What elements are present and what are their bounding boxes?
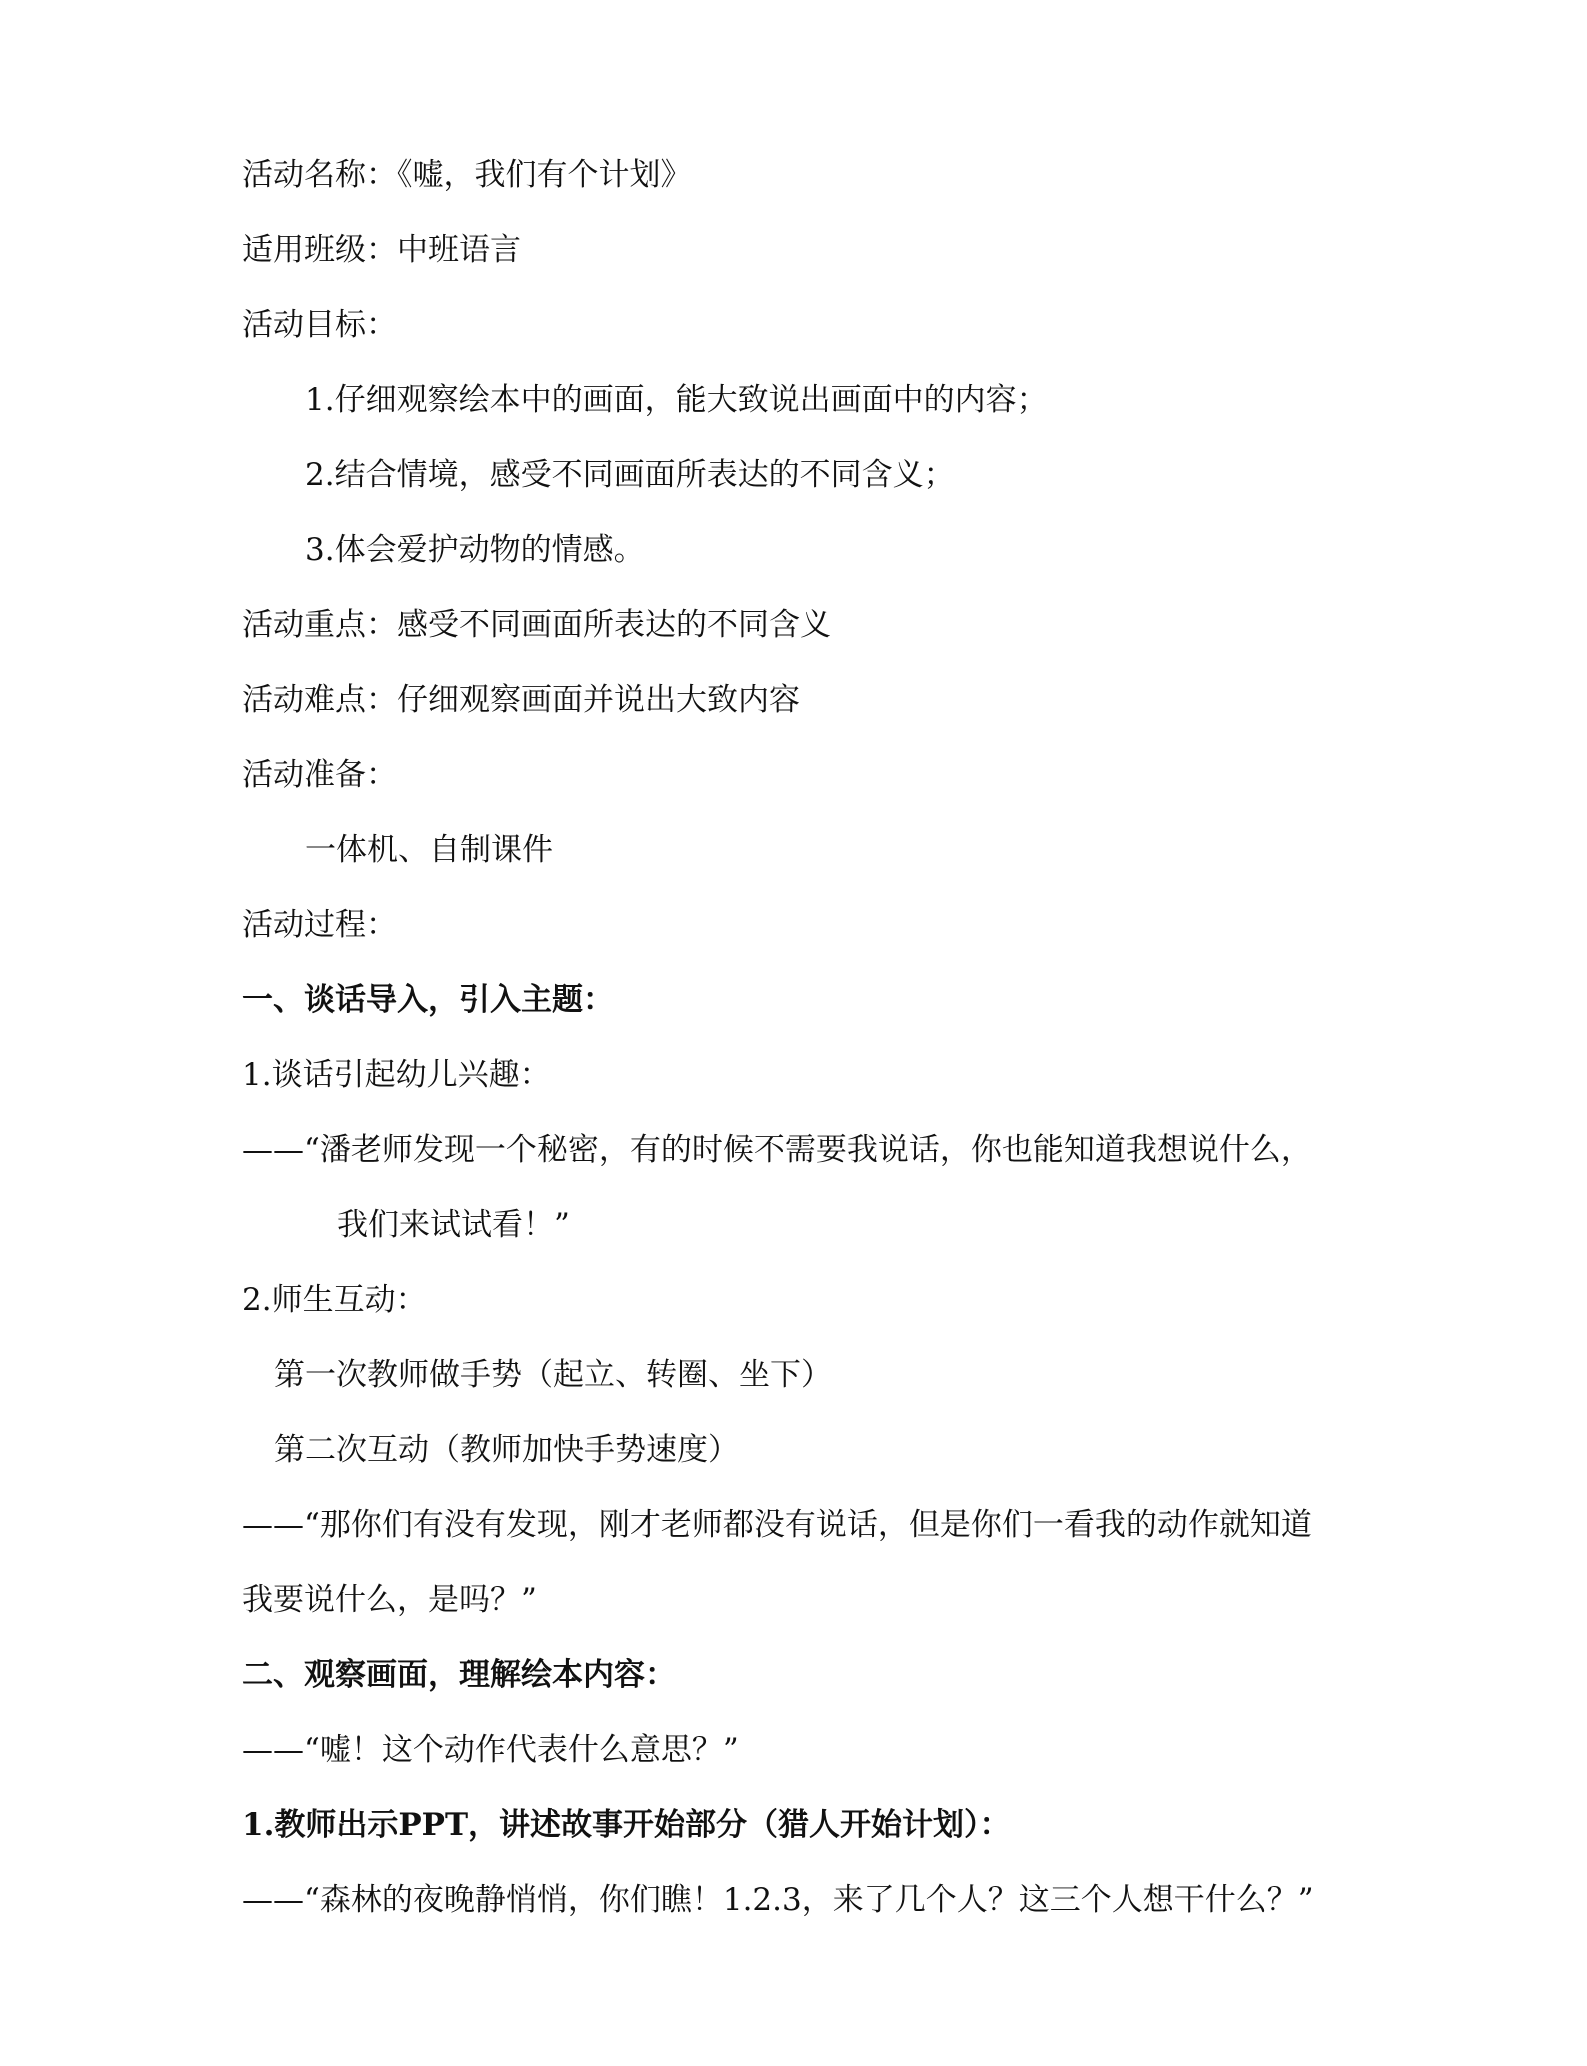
goals-heading: 活动目标： <box>242 307 397 343</box>
activity-name: 活动名称：《嘘，我们有个计划》 <box>242 157 692 193</box>
goal-item: 2.结合情境，感受不同画面所表达的不同含义； <box>305 457 955 493</box>
section2-quote1: ——“嘘！这个动作代表什么意思？” <box>242 1732 739 1768</box>
difficulty: 活动难点：仔细观察画面并说出大致内容 <box>242 682 800 718</box>
section1-first-interaction: 第一次教师做手势（起立、转圈、坐下） <box>274 1357 832 1393</box>
section1-quote2: ——“那你们有没有发现，刚才老师都没有说话，但是你们一看我的动作就知道 <box>242 1507 1312 1543</box>
section2-heading: 二、观察画面，理解绘本内容： <box>242 1657 676 1693</box>
class-level: 适用班级：中班语言 <box>242 232 521 268</box>
prep-heading: 活动准备： <box>242 757 397 793</box>
section1-step2: 2.师生互动： <box>242 1282 427 1318</box>
section2-quote2: ——“森林的夜晚静悄悄，你们瞧！1.2.3，来了几个人？这三个人想干什么？” <box>242 1882 1314 1918</box>
prep-items: 一体机、自制课件 <box>305 832 553 868</box>
process-heading: 活动过程： <box>242 907 397 943</box>
goal-item: 3.体会爱护动物的情感。 <box>305 532 645 568</box>
section1-heading: 一、谈话导入，引入主题： <box>242 982 614 1018</box>
section1-quote2-cont: 我要说什么，是吗？” <box>242 1582 537 1618</box>
section2-step1: 1.教师出示PPT，讲述故事开始部分（猎人开始计划）： <box>242 1807 1011 1843</box>
section1-second-interaction: 第二次互动（教师加快手势速度） <box>274 1432 739 1468</box>
section1-quote1: ——“潘老师发现一个秘密，有的时候不需要我说话，你也能知道我想说什么， <box>242 1132 1312 1168</box>
goal-item: 1.仔细观察绘本中的画面，能大致说出画面中的内容； <box>305 382 1048 418</box>
key-point: 活动重点：感受不同画面所表达的不同含义 <box>242 607 831 643</box>
section1-step1: 1.谈话引起幼儿兴趣： <box>242 1057 551 1093</box>
section1-quote1-cont: 我们来试试看！” <box>337 1207 570 1243</box>
